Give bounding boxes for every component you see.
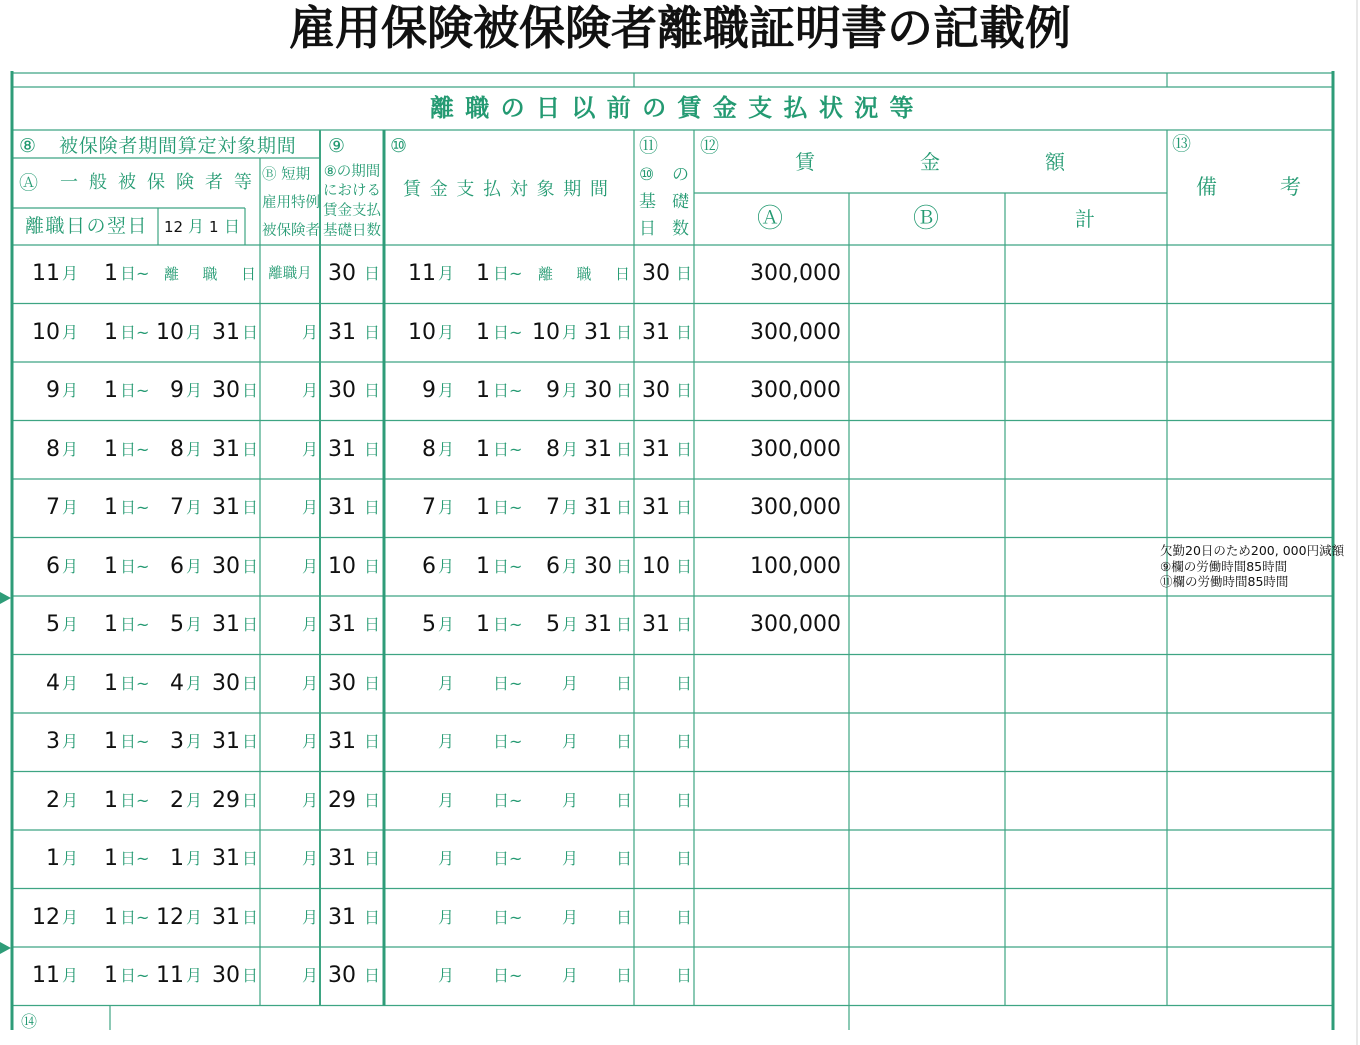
period-a-from-day: 1: [104, 495, 118, 520]
wage-row: [0, 655, 1360, 714]
day-unit: 日: [364, 673, 381, 693]
from-day-unit: 日~: [493, 322, 523, 342]
day-unit: 日: [242, 322, 259, 342]
col14-mark: ⑭: [21, 1012, 38, 1031]
period-a-to-day: 31: [212, 904, 240, 930]
day-unit: 日: [616, 790, 633, 810]
remarks-line: ⑪欄の労働時間85時間: [1160, 574, 1289, 589]
period-a-from-day: 1: [104, 963, 118, 988]
wage-row: [0, 538, 1360, 597]
col12-title-char-2: 金: [920, 150, 940, 174]
day-unit: 日: [616, 732, 633, 751]
period-a-to-month: 10: [156, 319, 184, 345]
col8-title: 被保険者期間算定対象期間: [59, 135, 297, 157]
month-unit: 月: [302, 322, 319, 342]
month-unit: 月: [186, 790, 203, 810]
month-unit: 月: [186, 732, 203, 751]
month-unit: 月: [186, 322, 203, 342]
month-unit: 月: [62, 264, 79, 283]
wage-row: [0, 596, 1360, 655]
section-header: 離 職 の 日 以 前 の 賃 金 支 払 状 況 等: [429, 94, 916, 122]
day-unit: 日: [616, 498, 633, 517]
month-unit: 月: [62, 556, 79, 576]
pay-period-from-month: 8: [422, 436, 436, 462]
pay-period-from-month: 7: [422, 495, 436, 520]
col11-line-3: 日 数: [639, 219, 689, 239]
wage-row: [0, 713, 1360, 772]
base-days-col9: 31: [328, 436, 356, 462]
base-days-col11: 30: [642, 261, 670, 286]
month-unit: 月: [62, 439, 79, 459]
from-day-unit: 日~: [493, 732, 523, 751]
month-unit: 月: [562, 322, 579, 342]
day-unit: 日: [242, 381, 259, 400]
period-a-from-day: 1: [104, 553, 118, 579]
day-unit: 日: [676, 790, 693, 810]
month-unit: 月: [438, 673, 455, 693]
period-a-from-month: 4: [46, 670, 60, 696]
day-unit: 日: [676, 732, 693, 751]
wage-amount-a: 300,000: [750, 612, 841, 637]
day-unit: 日: [242, 732, 259, 751]
col8-mark: ⑧: [19, 135, 37, 157]
month-unit: 月: [562, 615, 579, 634]
period-a-from-month: 7: [46, 495, 60, 520]
month-unit: 月: [186, 615, 203, 634]
from-day-unit: 日~: [120, 790, 150, 810]
pay-period-from-day: 1: [476, 495, 490, 520]
month-unit: 月: [438, 322, 455, 342]
day-unit: 日: [676, 673, 693, 693]
month-unit: 月: [302, 907, 319, 927]
month-unit: 月: [302, 498, 319, 517]
pay-period-separation-day-label: 離 職 日: [538, 265, 630, 283]
from-day-unit: 日~: [120, 907, 150, 927]
pay-period-to-month: 10: [532, 319, 560, 345]
month-unit: 月: [302, 849, 319, 868]
month-unit: 月: [562, 849, 579, 868]
day-unit: 日: [676, 615, 693, 634]
base-days-col9: 30: [328, 670, 356, 696]
col12-title-char-1: 賃: [795, 150, 815, 174]
period-a-from-day: 1: [104, 436, 118, 462]
day-unit: 日: [242, 966, 259, 985]
pay-period-from-month: 9: [422, 378, 436, 403]
period-a-from-day: 1: [104, 787, 118, 813]
month-unit: 月: [186, 966, 203, 985]
day-unit: 日: [364, 790, 381, 810]
period-a-to-month: 5: [170, 612, 184, 637]
period-a-to-month: 4: [170, 670, 184, 696]
base-days-col9: 30: [328, 963, 356, 988]
wage-row: [0, 362, 1360, 421]
from-day-unit: 日~: [120, 322, 150, 342]
from-day-unit: 日~: [493, 498, 523, 517]
day-unit: 日: [364, 849, 381, 868]
period-a-from-day: 1: [104, 378, 118, 403]
from-day-unit: 日~: [493, 615, 523, 634]
wage-amount-a: 300,000: [750, 261, 841, 286]
day-unit: 日: [242, 556, 259, 576]
pay-period-to-month: 6: [546, 553, 560, 579]
from-day-unit: 日~: [120, 498, 150, 517]
remarks-line: 欠勤20日のため200, 000円減額: [1160, 543, 1345, 558]
day-unit: 日: [242, 673, 259, 693]
col8b-line-3: 被保険者: [262, 223, 320, 239]
base-days-col11: 31: [642, 319, 670, 345]
period-a-to-day: 30: [212, 553, 240, 579]
day-unit: 日: [616, 966, 633, 985]
period-a-from-day: 1: [104, 670, 118, 696]
wage-row: [0, 830, 1360, 889]
period-a-from-month: 11: [32, 261, 60, 286]
period-a-to-month: 3: [170, 729, 184, 754]
wage-row: [0, 245, 1360, 304]
month-unit: 月: [62, 673, 79, 693]
period-a-from-month: 10: [32, 319, 60, 345]
pay-period-to-day: 31: [584, 495, 612, 520]
base-days-col11: 31: [642, 612, 670, 637]
from-day-unit: 日~: [493, 790, 523, 810]
day-unit: 日: [364, 732, 381, 751]
base-days-col9: 31: [328, 612, 356, 637]
pay-period-from-day: 1: [476, 378, 490, 403]
period-a-to-day: 31: [212, 612, 240, 637]
period-a-to-month: 6: [170, 553, 184, 579]
month-unit: 月: [302, 439, 319, 459]
month-unit: 月: [562, 966, 579, 985]
day-unit: 日: [616, 849, 633, 868]
day-unit: 日: [224, 217, 241, 236]
pay-period-to-month: 8: [546, 436, 560, 462]
wage-row: [0, 947, 1360, 1006]
day-unit: 日: [364, 907, 381, 927]
col9-mark: ⑨: [328, 135, 346, 157]
wage-amount-a: 100,000: [750, 553, 841, 579]
day-unit: 日: [616, 673, 633, 693]
period-a-to-month: 11: [156, 963, 184, 988]
col12-sub-total: 計: [1075, 207, 1095, 231]
month-unit: 月: [562, 790, 579, 810]
pay-period-from-day: 1: [476, 553, 490, 579]
from-day-unit: 日~: [493, 849, 523, 868]
col11-line-1: ⑩ の: [639, 165, 689, 185]
base-days-col11: 10: [642, 553, 670, 579]
period-a-from-day: 1: [104, 729, 118, 754]
base-days-col11: 30: [642, 378, 670, 403]
from-day-unit: 日~: [120, 966, 150, 985]
from-day-unit: 日~: [493, 907, 523, 927]
next-day-month: 12: [164, 218, 184, 236]
col11-mark: ⑪: [639, 135, 659, 157]
col8a-mark: Ⓐ: [19, 172, 39, 194]
pay-period-to-month: 5: [546, 612, 560, 637]
month-unit: 月: [62, 322, 79, 342]
short-term-month-label: 離職月: [268, 266, 312, 282]
from-day-unit: 日~: [120, 264, 150, 283]
base-days-col9: 31: [328, 319, 356, 345]
col13-title-char-1: 備: [1196, 175, 1217, 199]
from-day-unit: 日~: [120, 615, 150, 634]
period-a-to-day: 31: [212, 436, 240, 462]
wage-row: [0, 421, 1360, 480]
period-a-from-day: 1: [104, 846, 118, 871]
period-a-from-month: 1: [46, 846, 60, 871]
day-unit: 日: [616, 439, 633, 459]
period-a-to-day: 31: [212, 319, 240, 345]
period-a-separation-day-label: 離 職 日: [164, 265, 256, 283]
pay-period-to-day: 31: [584, 436, 612, 462]
month-unit: 月: [62, 732, 79, 751]
base-days-col9: 31: [328, 846, 356, 871]
col13-title-char-2: 考: [1280, 175, 1301, 199]
period-a-to-day: 31: [212, 495, 240, 520]
month-unit: 月: [438, 966, 455, 985]
period-a-to-month: 2: [170, 787, 184, 813]
col8a-title: 一 般 被 保 険 者 等: [60, 172, 252, 193]
pay-period-from-day: 1: [476, 319, 490, 345]
period-a-from-month: 8: [46, 436, 60, 462]
day-unit: 日: [676, 556, 693, 576]
month-unit: 月: [186, 907, 203, 927]
month-unit: 月: [186, 439, 203, 459]
remarks-line: ⑨欄の労働時間85時間: [1160, 558, 1288, 574]
next-day-label: 離職日の翌日: [25, 215, 149, 237]
month-unit: 月: [302, 615, 319, 634]
month-unit: 月: [62, 790, 79, 810]
from-day-unit: 日~: [493, 556, 523, 576]
month-unit: 月: [562, 673, 579, 693]
month-unit: 月: [62, 849, 79, 868]
pay-period-to-day: 30: [584, 553, 612, 579]
day-unit: 日: [242, 439, 259, 459]
from-day-unit: 日~: [120, 732, 150, 751]
pay-period-from-day: 1: [476, 612, 490, 637]
month-unit: 月: [438, 556, 455, 576]
day-unit: 日: [364, 264, 381, 283]
col10-mark: ⑩: [390, 135, 408, 157]
from-day-unit: 日~: [493, 381, 523, 400]
month-unit: 月: [562, 907, 579, 927]
month-unit: 月: [438, 849, 455, 868]
month-unit: 月: [438, 264, 455, 283]
base-days-col11: 31: [642, 436, 670, 462]
base-days-col9: 30: [328, 261, 356, 286]
month-unit: 月: [438, 790, 455, 810]
month-unit: 月: [186, 849, 203, 868]
month-unit: 月: [62, 615, 79, 634]
period-a-to-month: 9: [170, 378, 184, 403]
period-a-to-month: 7: [170, 495, 184, 520]
month-unit: 月: [302, 790, 319, 810]
period-a-to-day: 30: [212, 963, 240, 988]
period-a-from-day: 1: [104, 612, 118, 637]
period-a-from-month: 9: [46, 378, 60, 403]
col12-sub-a: Ⓐ: [757, 204, 784, 234]
wage-row: [0, 889, 1360, 948]
period-a-from-month: 12: [32, 904, 60, 930]
period-a-from-month: 3: [46, 729, 60, 754]
month-unit: 月: [188, 217, 205, 236]
period-a-from-day: 1: [104, 261, 118, 286]
day-unit: 日: [242, 849, 259, 868]
day-unit: 日: [616, 322, 633, 342]
col8b-line-2: 雇用特例: [262, 195, 320, 211]
period-a-from-day: 1: [104, 319, 118, 345]
month-unit: 月: [62, 381, 79, 400]
from-day-unit: 日~: [493, 264, 523, 283]
month-unit: 月: [438, 615, 455, 634]
col12-sub-b: Ⓑ: [913, 204, 940, 234]
period-a-to-day: 29: [212, 787, 240, 813]
month-unit: 月: [302, 381, 319, 400]
day-unit: 日: [616, 907, 633, 927]
col9-line-2: における: [323, 183, 381, 199]
month-unit: 月: [302, 673, 319, 693]
from-day-unit: 日~: [120, 849, 150, 868]
month-unit: 月: [562, 381, 579, 400]
day-unit: 日: [364, 498, 381, 517]
period-a-to-month: 1: [170, 846, 184, 871]
day-unit: 日: [676, 264, 693, 283]
month-unit: 月: [302, 966, 319, 985]
day-unit: 日: [616, 381, 633, 400]
month-unit: 月: [302, 732, 319, 751]
base-days-col9: 31: [328, 904, 356, 930]
pay-period-from-day: 1: [476, 261, 490, 286]
month-unit: 月: [562, 556, 579, 576]
col8b-line-1: Ⓑ 短期: [262, 167, 311, 183]
wage-row: [0, 772, 1360, 831]
period-a-to-day: 30: [212, 378, 240, 403]
base-days-col9: 29: [328, 787, 356, 813]
period-a-to-month: 12: [156, 904, 184, 930]
pay-period-to-day: 31: [584, 612, 612, 637]
period-a-to-day: 30: [212, 670, 240, 696]
pay-period-to-day: 31: [584, 319, 612, 345]
day-unit: 日: [676, 907, 693, 927]
month-unit: 月: [62, 966, 79, 985]
base-days-col9: 10: [328, 553, 356, 579]
wage-row: [0, 479, 1360, 538]
base-days-col11: 31: [642, 495, 670, 520]
month-unit: 月: [62, 498, 79, 517]
month-unit: 月: [62, 907, 79, 927]
month-unit: 月: [186, 498, 203, 517]
month-unit: 月: [438, 498, 455, 517]
day-unit: 日: [242, 498, 259, 517]
from-day-unit: 日~: [120, 556, 150, 576]
col12-title-char-3: 額: [1045, 150, 1065, 174]
month-unit: 月: [562, 732, 579, 751]
day-unit: 日: [242, 615, 259, 634]
col9-line-1: ⑧の期間: [323, 164, 381, 180]
col9-line-4: 基礎日数: [323, 223, 381, 239]
pay-period-from-month: 11: [408, 261, 436, 286]
pay-period-from-month: 5: [422, 612, 436, 637]
next-day-day: 1: [209, 218, 219, 236]
month-unit: 月: [186, 556, 203, 576]
month-unit: 月: [438, 439, 455, 459]
day-unit: 日: [364, 966, 381, 985]
from-day-unit: 日~: [120, 381, 150, 400]
wage-row: [0, 304, 1360, 363]
base-days-col9: 30: [328, 378, 356, 403]
month-unit: 月: [186, 381, 203, 400]
pay-period-to-month: 7: [546, 495, 560, 520]
from-day-unit: 日~: [120, 673, 150, 693]
from-day-unit: 日~: [120, 439, 150, 459]
period-a-from-month: 5: [46, 612, 60, 637]
day-unit: 日: [676, 849, 693, 868]
page-title: 雇用保険被保険者離職証明書の記載例: [289, 1, 1071, 55]
from-day-unit: 日~: [493, 439, 523, 459]
day-unit: 日: [676, 498, 693, 517]
month-unit: 月: [438, 907, 455, 927]
day-unit: 日: [364, 381, 381, 400]
pay-period-from-day: 1: [476, 436, 490, 462]
pay-period-from-month: 10: [408, 319, 436, 345]
period-a-from-day: 1: [104, 904, 118, 930]
period-a-from-month: 2: [46, 787, 60, 813]
from-day-unit: 日~: [493, 966, 523, 985]
pay-period-to-day: 30: [584, 378, 612, 403]
period-a-from-month: 6: [46, 553, 60, 579]
col13-mark: ⑬: [1172, 133, 1192, 155]
pay-period-from-month: 6: [422, 553, 436, 579]
wage-amount-a: 300,000: [750, 378, 841, 403]
wage-amount-a: 300,000: [750, 495, 841, 520]
wage-amount-a: 300,000: [750, 436, 841, 462]
day-unit: 日: [616, 556, 633, 576]
day-unit: 日: [676, 439, 693, 459]
col12-mark: ⑫: [700, 135, 720, 157]
day-unit: 日: [364, 439, 381, 459]
wage-amount-a: 300,000: [750, 319, 841, 345]
pay-period-to-month: 9: [546, 378, 560, 403]
col11-line-2: 基 礎: [639, 192, 689, 212]
month-unit: 月: [562, 498, 579, 517]
month-unit: 月: [438, 381, 455, 400]
period-a-from-month: 11: [32, 963, 60, 988]
day-unit: 日: [676, 966, 693, 985]
day-unit: 日: [364, 322, 381, 342]
day-unit: 日: [616, 615, 633, 634]
base-days-col9: 31: [328, 729, 356, 754]
period-a-to-day: 31: [212, 846, 240, 871]
month-unit: 月: [562, 439, 579, 459]
from-day-unit: 日~: [493, 673, 523, 693]
period-a-to-day: 31: [212, 729, 240, 754]
col9-line-3: 賃金支払: [323, 203, 381, 219]
day-unit: 日: [676, 381, 693, 400]
day-unit: 日: [242, 790, 259, 810]
day-unit: 日: [364, 615, 381, 634]
day-unit: 日: [676, 322, 693, 342]
col10-title: 賃 金 支 払 対 象 期 間: [403, 179, 608, 200]
day-unit: 日: [364, 556, 381, 576]
month-unit: 月: [186, 673, 203, 693]
period-a-to-month: 8: [170, 436, 184, 462]
base-days-col9: 31: [328, 495, 356, 520]
month-unit: 月: [302, 556, 319, 576]
day-unit: 日: [242, 907, 259, 927]
month-unit: 月: [438, 732, 455, 751]
